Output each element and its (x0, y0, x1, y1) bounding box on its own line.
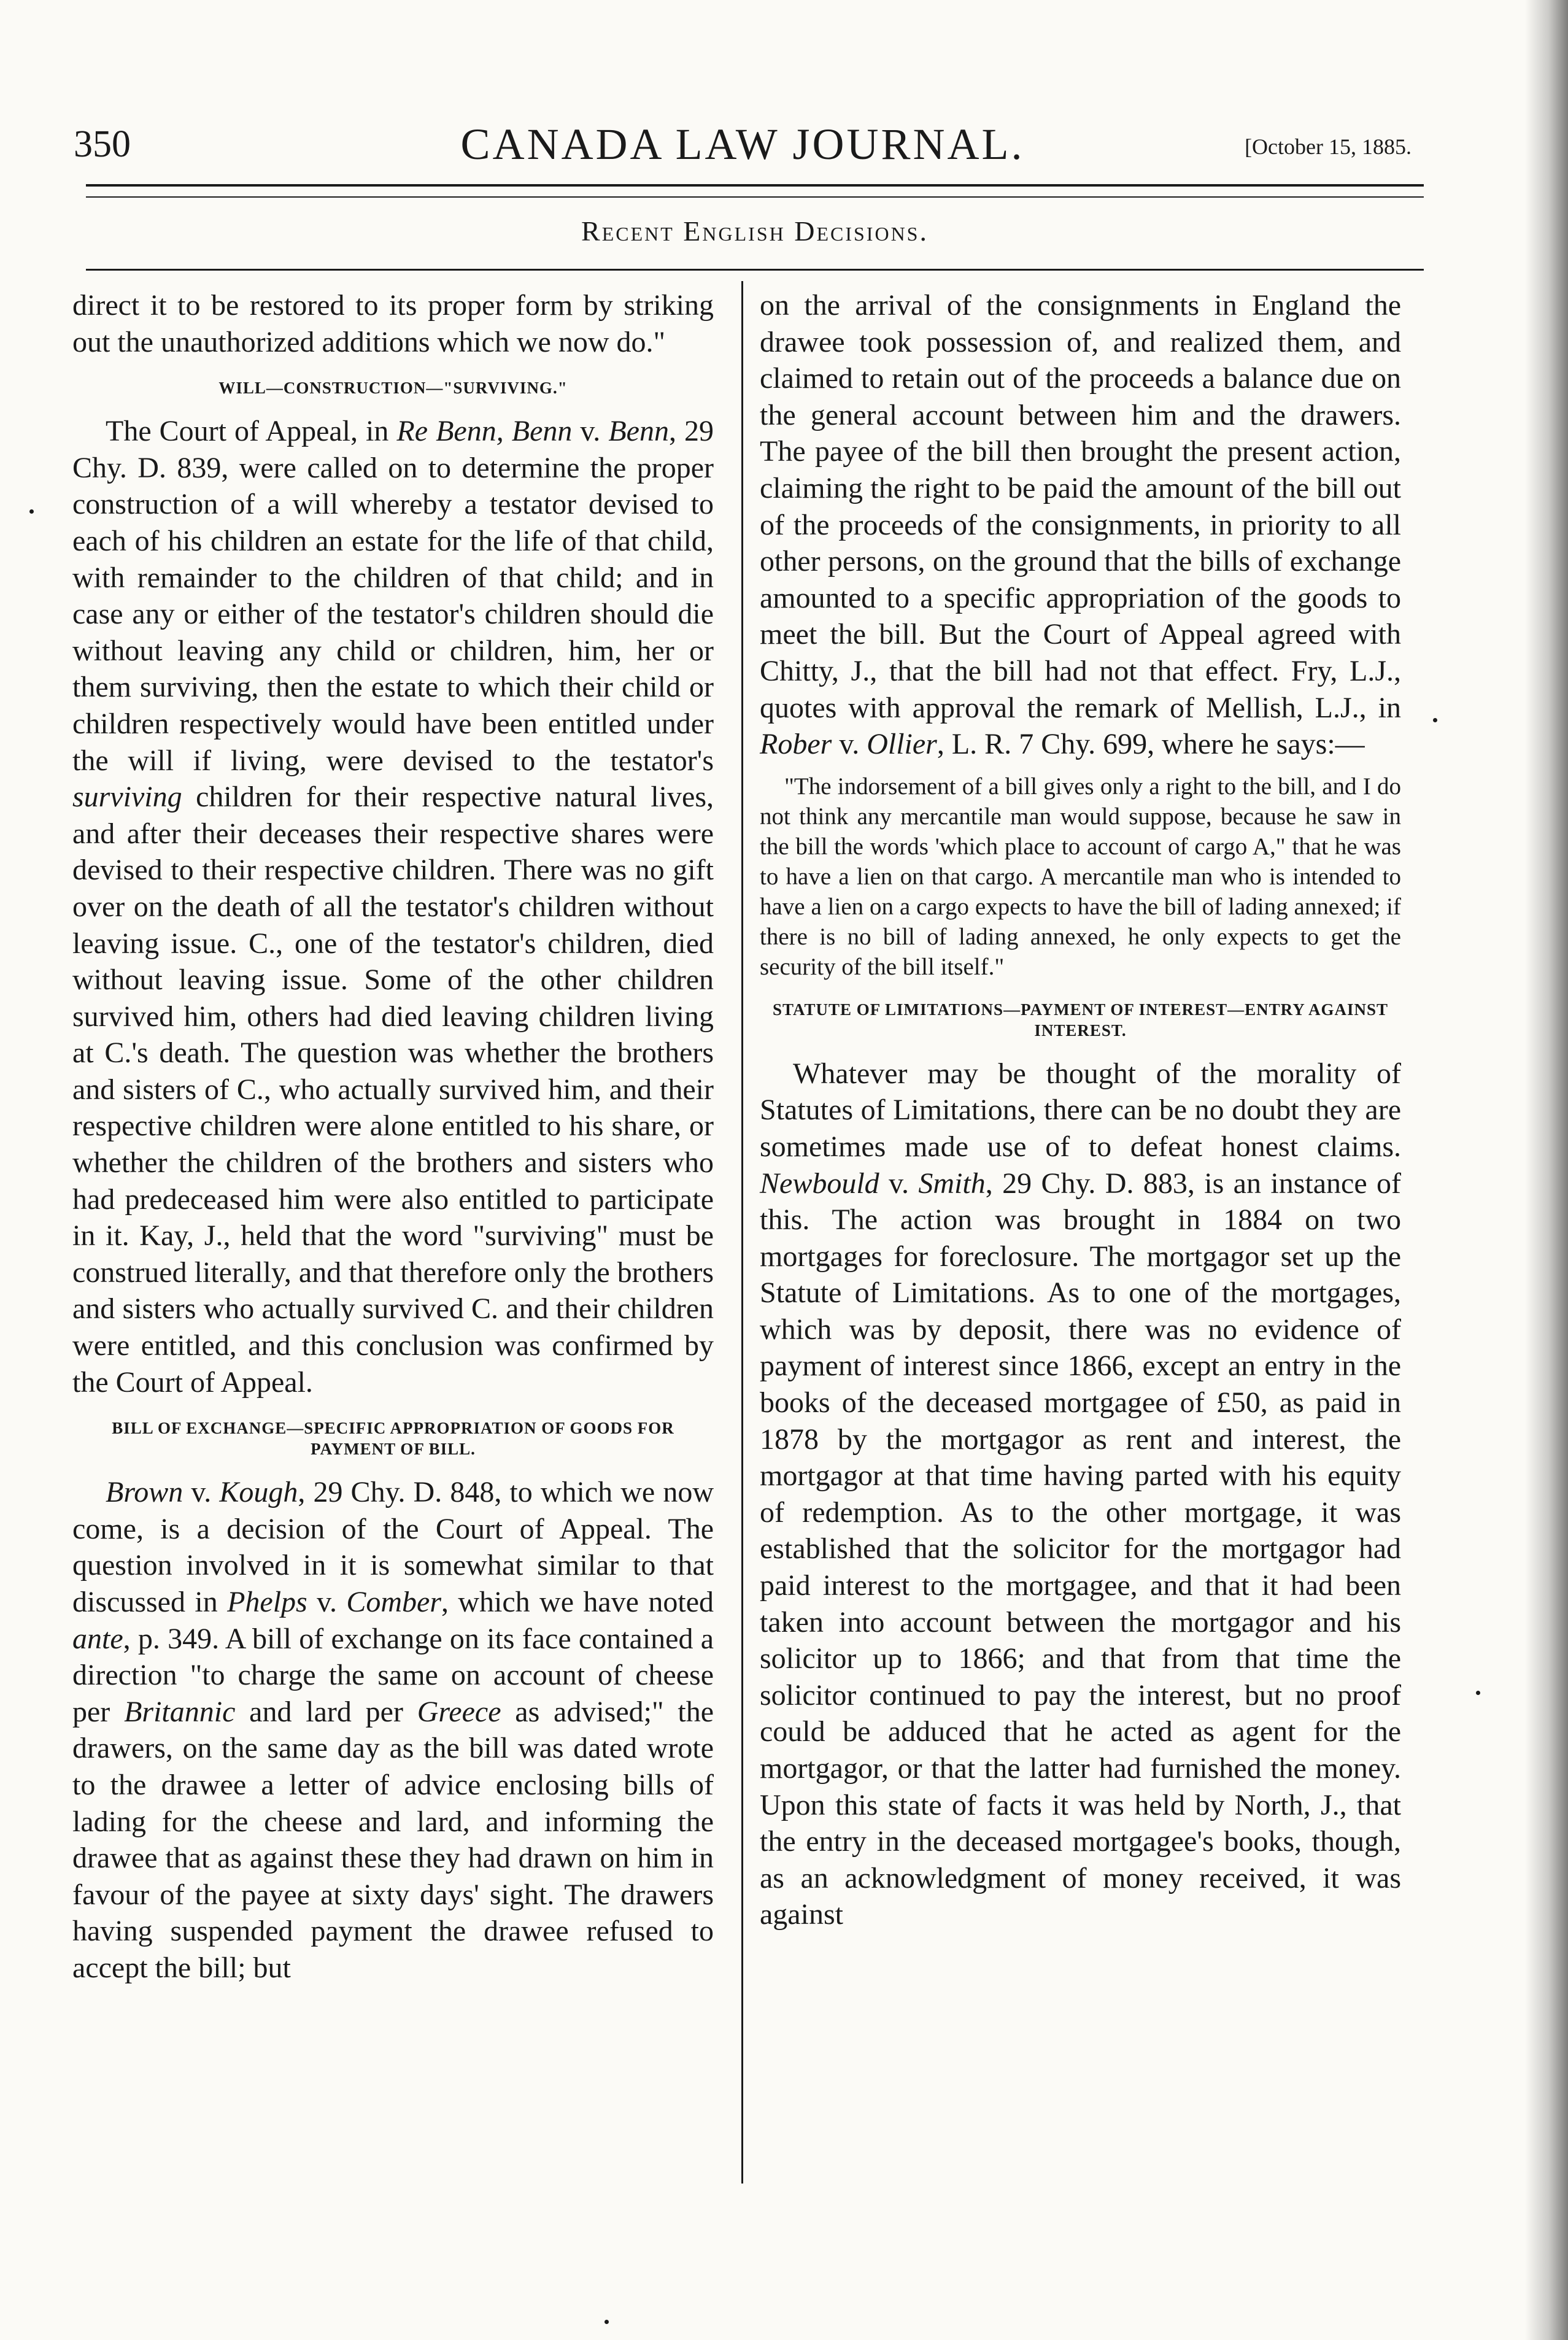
quotation-mellish: "The indorsement of a bill gives only a right to the bill, and I do not think any mercantile man would suppose, because he saw in the bill the words 'which place to account of cargo A," that he was to have a lien on that cargo. A mercantile man who is intended to have a lien on a cargo expects to have the bill of lading annexed; if there is no bill of lading annexed, he only expects to get the security of the bill itself." (760, 773, 1401, 980)
page-edge-shadow (1525, 0, 1568, 2340)
paragraph-re-benn: The Court of Appeal, in Re Benn, Benn v. Benn, 29 Chy. D. 839, were called on to determine the proper construction of a will whereby a testator devised to each of his children an estate for the life of that child, with remainder to the children of that child; and in case any or either of the testator's children should die without leaving any child or children, him, her or them surviving, then the estate to which their child or children respectively would have been entitled under the will if living, were devised to the testator's surviving children for their respective natural lives, and after their deceases their respective shares were devised to their respective children. There was no gift over on the death of all the testator's children without leaving issue. C., one of the testator's children, died without leaving issue. Some of the other children survived him, others had died leaving children living at C.'s death. The question was whether the brothers and sisters of C., who actually survived him, and their respective children were alone entitled to his share, or whether the children of the brothers and sisters who had predeceased him were also entitled to participate in it. Kay, J., held that the word "surviving" must be construed literally, and that therefore only the brothers and sisters who actually survived C. and their children were entitled, and this conclusion was confirmed by the Court of Appeal. (72, 415, 714, 1399)
print-speck (29, 509, 34, 514)
print-speck (1433, 718, 1437, 722)
heading-will-construction: WILL—CONSTRUCTION—"SURVIVING." (218, 379, 568, 398)
left-column (72, 287, 714, 1987)
section-rule (86, 269, 1424, 271)
print-speck (1476, 1691, 1480, 1695)
section-title: Recent English Decisions. (581, 215, 929, 247)
page-number: 350 (74, 123, 131, 165)
column-divider (741, 281, 743, 2184)
header-rule (86, 184, 1424, 198)
continued-paragraph: direct it to be restored to its proper form by striking out the unauthorized additions which we now do." (72, 289, 714, 358)
journal-title: CANADA LAW JOURNAL. (460, 120, 1025, 169)
paragraph-brown-v-kough: Brown v. Kough, 29 Chy. D. 848, to which we now come, is a decision of the Court of Appeal. The question involved in it is somewhat similar to that discussed in Phelps v. Comber, which we have noted ante, p. 349. A bill of exchange on its face contained a direction "to charge the same on account of cheese per Britannic and lard per Greece as advised;" the drawers, on the same day as the bill was dated wrote to the drawee a letter of advice enclosing bills of lading for the cheese and lard, and informing the drawee that as against these they had drawn on him in favour of the payee at sixty days' sight. The drawers having suspended payment the drawee refused to accept the bill; but (72, 1476, 714, 1984)
heading-statute-of-limitations: STATUTE OF LIMITATIONS—PAYMENT OF INTEREST—ENTRY AGAINST INTEREST. (773, 1000, 1388, 1040)
print-speck (604, 2320, 609, 2324)
right-column (760, 287, 1401, 1933)
heading-bill-of-exchange: BILL OF EXCHANGE—SPECIFIC APPROPRIATION OF GOODS FOR PAYMENT OF BILL. (112, 1419, 674, 1459)
paragraph-newbould-v-smith: Whatever may be thought of the morality of Statutes of Limitations, there can be no doubt they are sometimes made use of to defeat honest claims. Newbould v. Smith, 29 Chy. D. 883, is an instance of this. The action was brought in 1884 on two mortgages for foreclosure. The mortgagor set up the Statute of Limitations. As to one of the mortgages, which was by deposit, there was no evidence of payment of interest since 1866, except an entry in the books of the deceased mortgagee of £50, as paid in 1878 by the mortgagor as rent and interest, the mortgagor at that time having parted with his equity of redemption. As to the other mortgage, it was established that the solicitor for the mortgagor had paid interest to the mortgagee, and that it had been taken into account between the mortgagor and his solicitor up to 1866; and that from that time the solicitor continued to pay the interest, but no proof could be adduced that he acted as agent for the mortgagor, or that the latter had furnished the money. Upon this state of facts it was held by North, J., that the entry in the deceased mortgagee's books, though, as an acknowledgment of money received, it was against (760, 1057, 1401, 1931)
issue-date: [October 15, 1885. (1245, 134, 1412, 159)
page-header (74, 120, 1412, 178)
paragraph-consignments: on the arrival of the consignments in England the drawee took possession of, and realized them, and claimed to retain out of the proceeds a balance due on the general account between him and the drawers. The payee of the bill then brought the present action, claiming the right to be paid the amount of the bill out of the proceeds of the consignments, in priority to all other persons, on the ground that the bills of exchange amounted to a specific appropriation of the goods to meet the bill. But the Court of Appeal agreed with Chitty, J., that the bill had not that effect. Fry, L.J., quotes with approval the remark of Mellish, L.J., in Rober v. Ollier, L. R. 7 Chy. 699, where he says:— (760, 289, 1401, 761)
